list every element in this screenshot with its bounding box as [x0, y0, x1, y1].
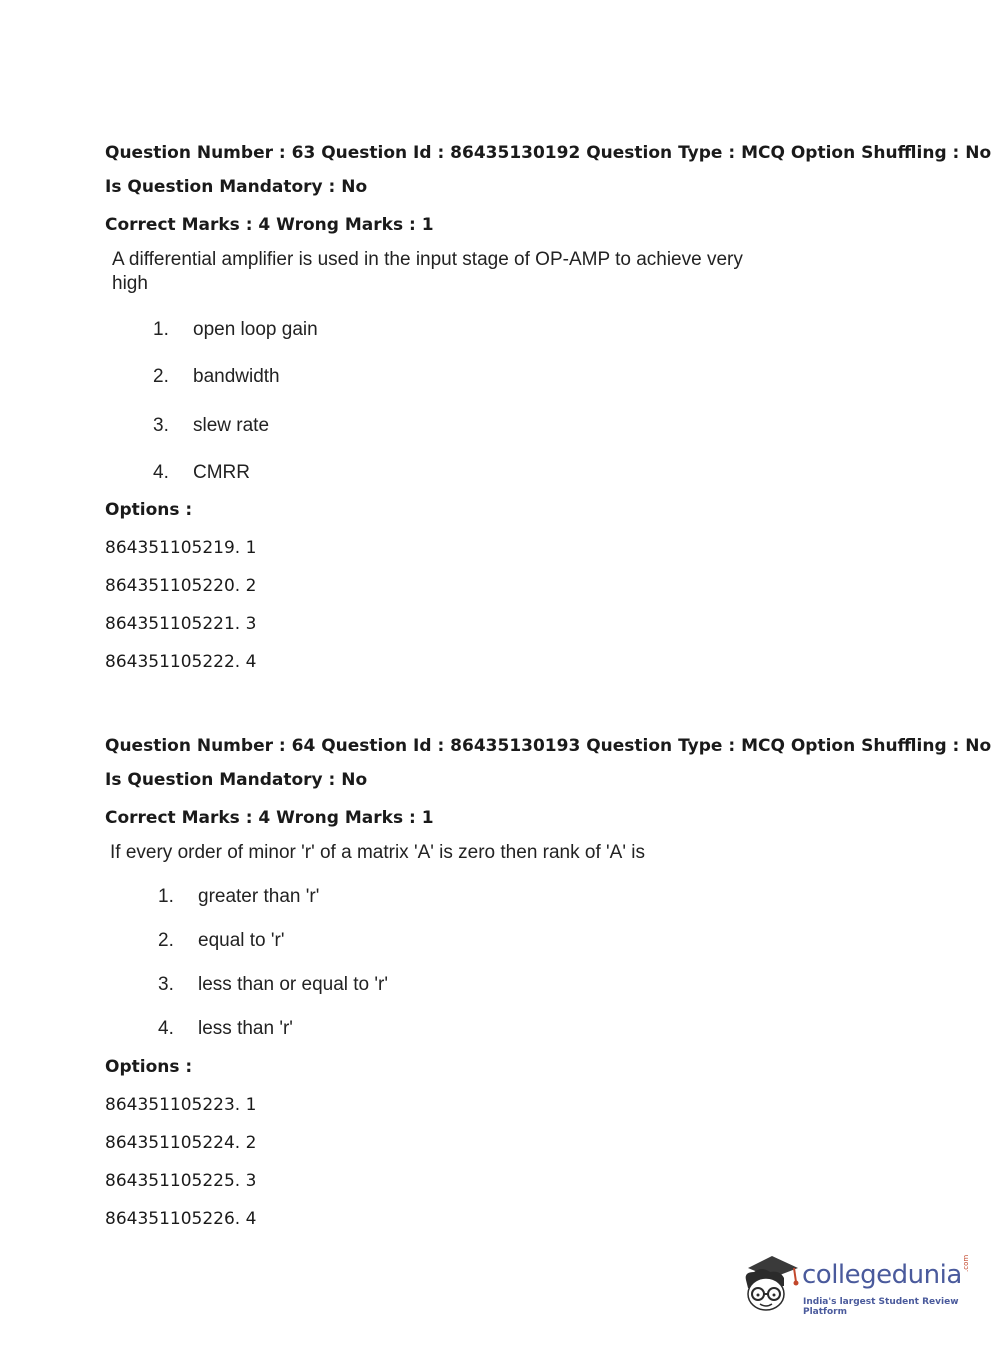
option-id: 864351105224. 2: [105, 1133, 257, 1153]
question-meta: Question Number : 63 Question Id : 86435130192 Question Type : MCQ Option Shuffling : No: [105, 143, 992, 163]
choice-number: 2.: [158, 930, 174, 951]
choice-item: [153, 365, 280, 389]
logo-domain-suffix: .com: [962, 1254, 970, 1272]
choice-item: [158, 1017, 293, 1041]
choice-text: bandwidth: [193, 366, 280, 387]
option-id: 864351105220. 2: [105, 576, 257, 596]
option-id: 864351105222. 4: [105, 652, 257, 672]
choice-number: 3.: [158, 974, 174, 995]
choice-number: 1.: [158, 886, 174, 907]
logo-tagline: India's largest Student Review Platform: [803, 1297, 959, 1317]
question-mandatory: Is Question Mandatory : No: [105, 770, 368, 790]
option-id: 864351105221. 3: [105, 614, 257, 634]
choice-text: less than 'r': [198, 1018, 293, 1039]
question-stem-line: A differential amplifier is used in the input stage of OP-AMP to achieve very: [112, 249, 743, 270]
student-mascot-icon: [740, 1250, 802, 1320]
option-id: 864351105226. 4: [105, 1209, 257, 1229]
collegedunia-logo: [740, 1250, 970, 1320]
choice-text: CMRR: [193, 462, 250, 483]
choice-text: less than or equal to 'r': [198, 974, 388, 995]
question-stem-line: high: [112, 273, 148, 294]
question-marks: Correct Marks : 4 Wrong Marks : 1: [105, 215, 434, 235]
choice-number: 4.: [153, 462, 169, 483]
option-id: 864351105223. 1: [105, 1095, 257, 1115]
choice-text: open loop gain: [193, 319, 318, 340]
choice-text: slew rate: [193, 415, 270, 436]
options-label: Options :: [105, 500, 193, 520]
choice-number: 1.: [153, 319, 169, 340]
choice-text: equal to 'r': [198, 930, 285, 951]
choice-item: [158, 929, 284, 953]
question-stem: [110, 841, 645, 865]
logo-wordmark: collegedunia: [802, 1260, 962, 1290]
choice-number: 4.: [158, 1018, 174, 1039]
question-mandatory: Is Question Mandatory : No: [105, 177, 368, 197]
choice-item: [158, 885, 319, 909]
question-stem-line: If every order of minor 'r' of a matrix 'A' is zero then rank of 'A' is: [110, 842, 645, 863]
options-label: Options :: [105, 1057, 193, 1077]
choice-number: 2.: [153, 366, 169, 387]
option-id: 864351105225. 3: [105, 1171, 257, 1191]
choice-item: [153, 461, 250, 485]
choice-item: [153, 414, 269, 438]
option-id: 864351105219. 1: [105, 538, 257, 558]
choice-text: greater than 'r': [198, 886, 320, 907]
question-stem: [112, 248, 743, 296]
choice-number: 3.: [153, 415, 169, 436]
choice-item: [158, 973, 388, 997]
question-meta: Question Number : 64 Question Id : 86435130193 Question Type : MCQ Option Shuffling : No: [105, 736, 992, 756]
choice-item: [153, 318, 318, 342]
question-marks: Correct Marks : 4 Wrong Marks : 1: [105, 808, 434, 828]
